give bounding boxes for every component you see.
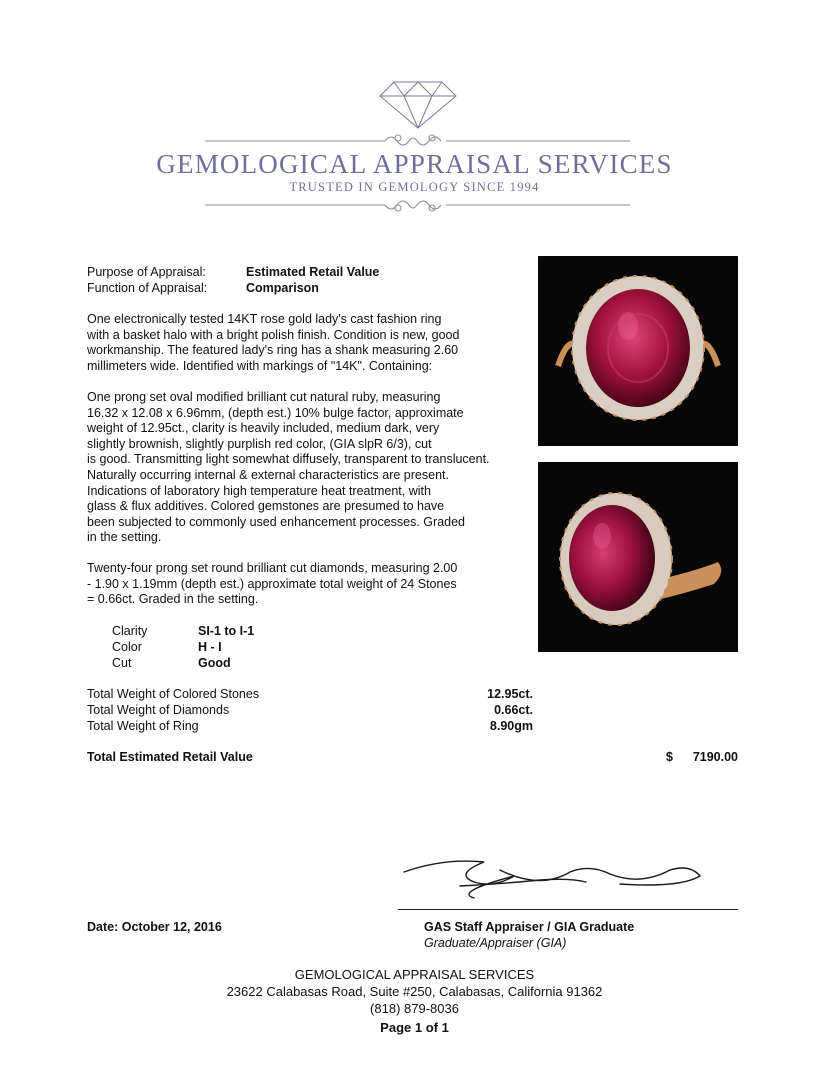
purpose-label: Purpose of Appraisal:	[87, 265, 206, 279]
ruby-line: 16.32 x 12.08 x 6.96mm, (depth est.) 10% bulge factor, approximate	[87, 405, 464, 420]
ruby-line: slightly brownish, slightly purplish red color, (GIA slpR 6/3), cut	[87, 436, 432, 451]
ring-line: workmanship. The featured lady's ring has a shank measuring 2.60	[87, 343, 459, 358]
footer-address: 23622 Calabasas Road, Suite #250, Calabasas, California 91362	[226, 984, 603, 999]
ruby-line: is good. Transmitting light somewhat diffusely, transparent to translucent.	[87, 452, 490, 467]
diamonds-line: Twenty-four prong set round brilliant cut diamonds, measuring 2.00	[87, 561, 458, 575]
brand-tagline: TRUSTED IN GEMOLOGY SINCE 1994	[289, 180, 540, 194]
total-diamonds-label: Total Weight of Diamonds	[87, 703, 230, 717]
footer-phone: (818) 879-8036	[370, 1001, 459, 1016]
signature-icon	[400, 852, 740, 912]
ruby-line: One prong set oval modified brilliant cut natural ruby, measuring	[87, 390, 441, 404]
retail-amount: 7190.00	[692, 750, 738, 764]
appraisal-date: Date: October 12, 2016	[87, 920, 222, 934]
diamond-logo-icon	[378, 80, 458, 130]
diamonds-description	[87, 561, 527, 608]
grade-label-color: Color	[112, 640, 142, 654]
function-value: Comparison	[246, 281, 319, 295]
footer-company: GEMOLOGICAL APPRAISAL SERVICES	[294, 967, 535, 982]
total-diamonds-value: 0.66ct.	[494, 703, 533, 717]
page-number: Page 1 of 1	[380, 1020, 449, 1035]
brand-title: GEMOLOGICAL APPRAISAL SERVICES	[156, 149, 673, 179]
ring-description	[87, 312, 527, 374]
ruby-description	[87, 390, 537, 546]
ruby-line: in the setting.	[87, 530, 162, 545]
ring-photo-angled-view	[538, 462, 738, 652]
grade-value-cut: Good	[198, 656, 231, 670]
signature-line	[398, 909, 738, 910]
purpose-value: Estimated Retail Value	[246, 265, 380, 279]
grade-label-clarity: Clarity	[112, 624, 148, 638]
ring-photo-top-view	[538, 256, 738, 446]
grade-value-color: H - I	[198, 640, 222, 654]
total-ring-value: 8.90gm	[489, 719, 533, 733]
ring-line: One electronically tested 14KT rose gold lady's cast fashion ring	[87, 312, 442, 326]
grade-label-cut: Cut	[112, 656, 132, 670]
diamonds-line: - 1.90 x 1.19mm (depth est.) approximate total weight of 24 Stones	[87, 576, 457, 591]
total-colored-stones-label: Total Weight of Colored Stones	[87, 687, 260, 701]
signer-title: GAS Staff Appraiser / GIA Graduate	[424, 920, 635, 934]
total-colored-stones-value: 12.95ct.	[487, 687, 533, 701]
bottom-ornament-divider	[0, 195, 829, 215]
signer-subtitle: Graduate/Appraiser (GIA)	[424, 936, 567, 950]
ruby-line: glass & flux additives. Colored gemstones are presumed to have	[87, 499, 445, 514]
ruby-line: Naturally occurring internal & external characteristics are present.	[87, 467, 449, 482]
retail-currency: $	[666, 750, 673, 764]
ruby-line: weight of 12.95ct., clarity is heavily included, medium dark, very	[87, 421, 440, 436]
diamonds-line: = 0.66ct. Graded in the setting.	[87, 592, 259, 607]
grade-value-clarity: SI-1 to I-1	[198, 624, 255, 638]
ruby-line: been subjected to commonly used enhancement processes. Graded	[87, 514, 466, 529]
top-ornament-divider	[0, 131, 829, 151]
total-ring-label: Total Weight of Ring	[87, 719, 199, 733]
ring-line: millimeters wide. Identified with markings of "14K". Containing:	[87, 358, 433, 373]
function-label: Function of Appraisal:	[87, 281, 208, 295]
ring-line: with a basket halo with a bright polish finish. Condition is new, good	[87, 327, 460, 342]
retail-value-label: Total Estimated Retail Value	[87, 750, 253, 764]
ruby-line: Indications of laboratory high temperature heat treatment, with	[87, 483, 431, 498]
